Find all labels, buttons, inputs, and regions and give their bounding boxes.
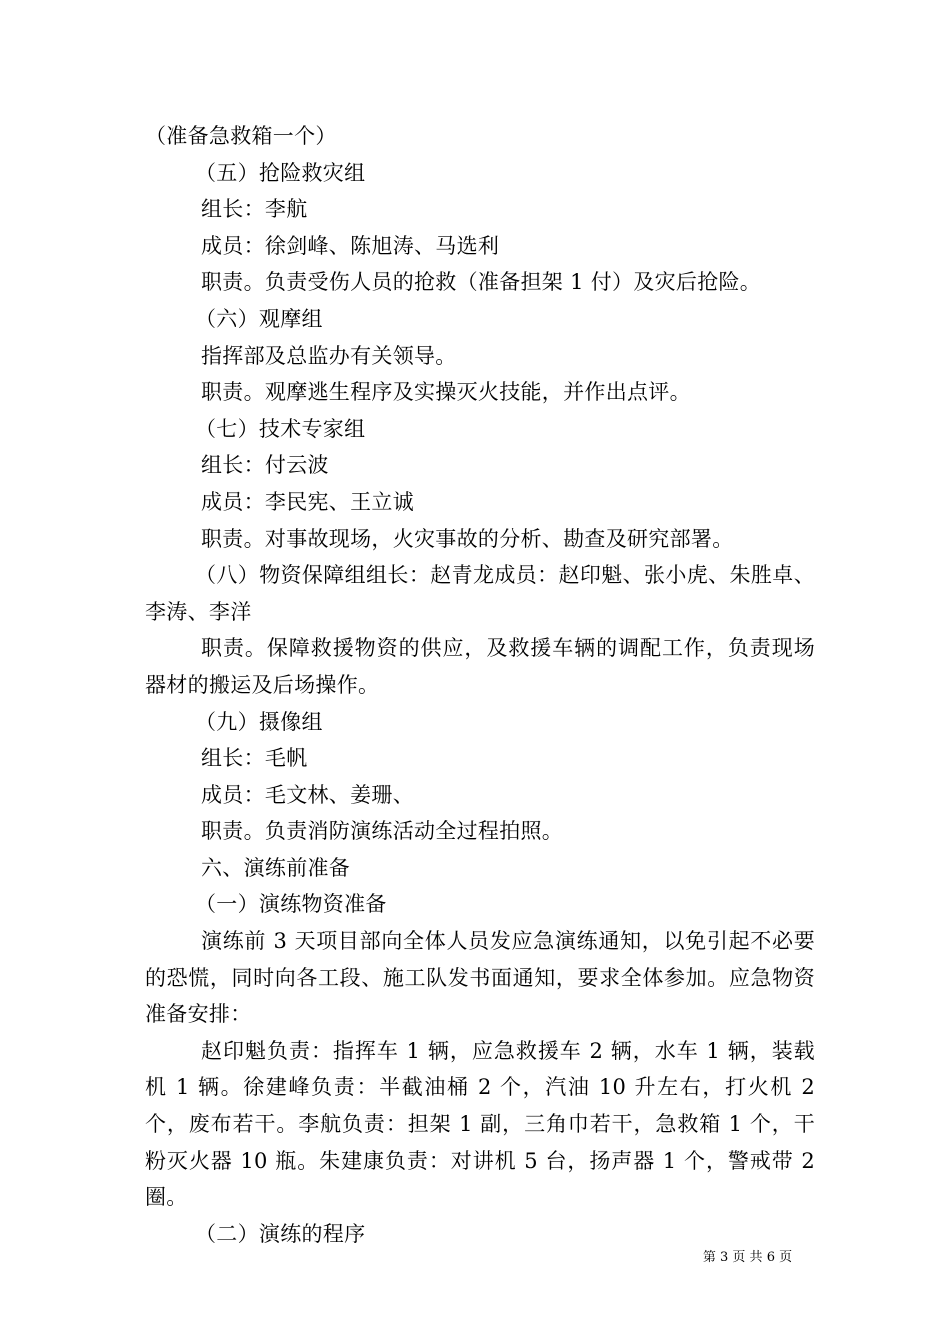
paragraph-expert-duty: 职责。对事故现场，火灾事故的分析、勘查及研究部署。 [201,526,734,551]
paragraph-supply-group: （八）物资保障组组长：赵青龙成员：赵印魁、张小虎、朱胜卓、李涛、李洋 [145,563,815,624]
heading-rescue-group: （五）抢险救灾组 [195,160,366,185]
paragraph-observer-members: 指挥部及总监办有关领导。 [201,343,457,368]
page-footer [0,1246,950,1265]
paragraph-camera-members: 成员：毛文林、姜珊、 [201,782,414,807]
paragraph-materials-assignment: 赵印魁负责：指挥车 1 辆，应急救援车 2 辆，水车 1 辆，装载机 1 辆。徐建峰负责：半截油桶 2 个，汽油 10 升左右，打火机 2 个，废布若干。李航负责：担架 1 副，三角巾若干，急救箱 1 个，干粉灭火器 10 瓶。朱建康负责：对讲机 5 台，扬声器 1 个，警戒带 2 圈。 [145,1038,815,1210]
paragraph-rescue-members: 成员：徐剑峰、陈旭涛、马选利 [201,233,500,258]
paragraph-camera-leader: 组长：毛帆 [201,746,308,771]
heading-expert-group: （七）技术专家组 [195,416,366,441]
paragraph-observer-duty: 职责。观摩逃生程序及实操灭火技能，并作出点评。 [201,380,691,405]
paragraph-drill-notice: 演练前 3 天项目部向全体人员发应急演练通知，以免引起不必要的恐慌，同时向各工段、施工队发书面通知，要求全体参加。应急物资准备安排： [145,929,815,1027]
heading-camera-group: （九）摄像组 [195,709,323,734]
document-body [145,118,815,1252]
paragraph-camera-duty: 职责。负责消防演练活动全过程拍照。 [201,819,564,844]
paragraph-expert-members: 成员：李民宪、王立诚 [201,489,414,514]
heading-section-six: 六、演练前准备 [201,855,351,880]
paragraph-expert-leader: 组长：付云波 [201,453,329,478]
page-number: 第 3 页 共 6 页 [702,1250,793,1265]
paragraph-rescue-leader: 组长：李航 [201,197,308,222]
heading-drill-procedure: （二）演练的程序 [195,1221,366,1246]
heading-materials-preparation: （一）演练物资准备 [195,892,387,917]
paragraph-supply-duty: 职责。保障救援物资的供应，及救援车辆的调配工作，负责现场器材的搬运及后场操作。 [145,636,815,697]
paragraph-rescue-duty: 职责。负责受伤人员的抢救（准备担架 1 付）及灾后抢险。 [201,270,762,295]
heading-observer-group: （六）观摩组 [195,306,323,331]
paragraph-first-aid-kit: （准备急救箱一个） [145,124,337,148]
